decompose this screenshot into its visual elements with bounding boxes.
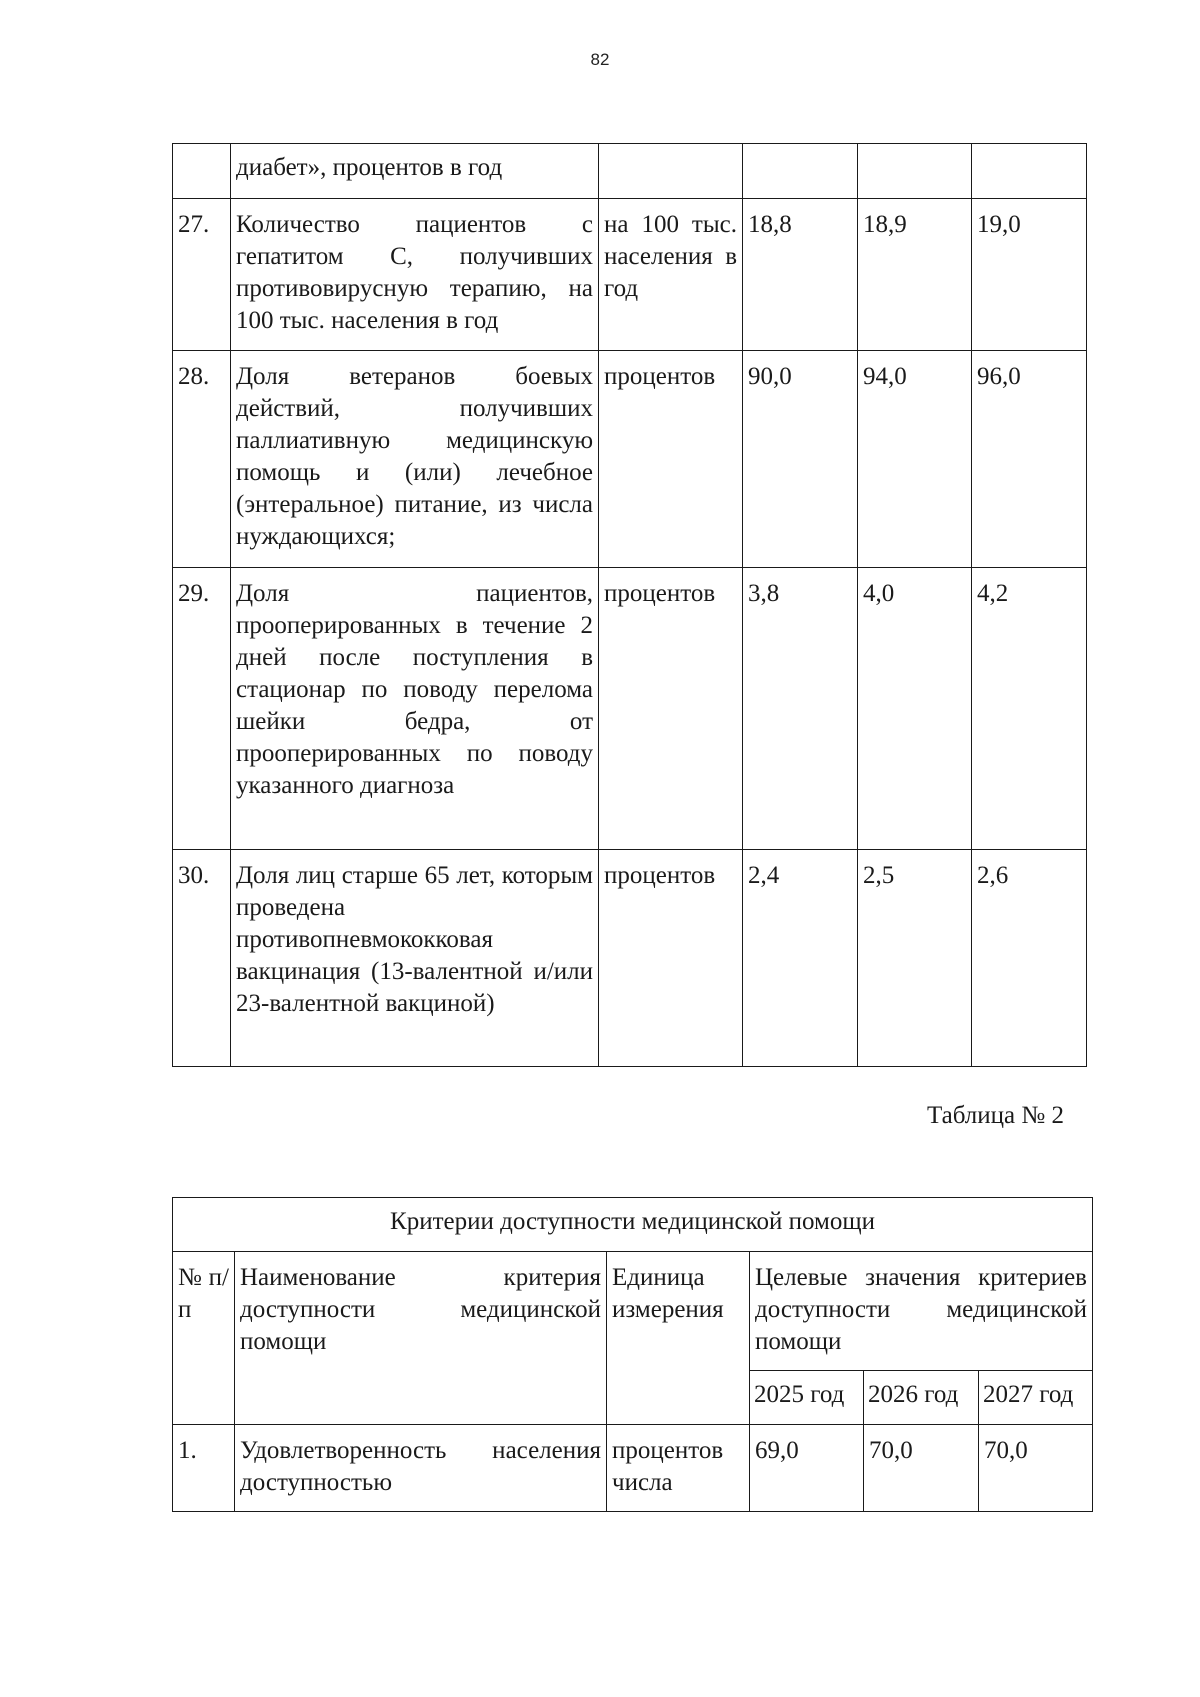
row-number [173,144,231,199]
table-row [173,1425,1093,1512]
value-2025: 18,8 [743,199,858,351]
table-title: Критерии доступности медицинской помощи [173,1198,1093,1252]
value-2026: 4,0 [858,568,972,850]
unit-cell: на 100 тыс. населения в год [599,199,743,351]
accessibility-criteria-table [172,1197,1093,1512]
value-2026: 94,0 [858,351,972,568]
table-row [173,568,1087,850]
value-2025: 3,8 [743,568,858,850]
table-row [173,199,1087,351]
unit-cell: процентов числа [607,1425,750,1512]
table-row [173,850,1087,1067]
criterion-name: Удовлетворенность населения доступностью [235,1425,607,1512]
criterion-name: Доля пациентов, прооперированных в течение 2 дней после поступления в стационар по поводу перелома шейки бедра, от прооперированных по поводу указанного диагноза [231,568,599,850]
value-2026 [858,144,972,199]
value-2027: 4,2 [972,568,1087,850]
value-2026: 70,0 [864,1425,979,1512]
header-row-number: № п/п [173,1252,235,1425]
value-2027 [972,144,1087,199]
header-year-2025: 2025 год [750,1371,864,1425]
criterion-name: Доля ветеранов боевых действий, получивших паллиативную медицинскую помощь и (или) лечебное (энтеральное) питание, из числа нуждающихся; [231,351,599,568]
row-number: 27. [173,199,231,351]
header-criterion-name: Наименование критерия доступности медицинской помощи [235,1252,607,1425]
value-2027: 96,0 [972,351,1087,568]
header-target-values: Целевые значения критериев доступности медицинской помощи [750,1252,1093,1371]
row-number: 1. [173,1425,235,1512]
value-2025: 2,4 [743,850,858,1067]
row-number: 28. [173,351,231,568]
header-year-2026: 2026 год [864,1371,979,1425]
criterion-name: Доля лиц старше 65 лет, которым проведена противопневмококковая вакцинация (13-валентной и/или 23-валентной вакциной) [231,850,599,1067]
table-label: Таблица № 2 [926,1102,1064,1129]
page-number: 82 [590,50,610,69]
criteria-table-continued [172,143,1087,1067]
value-2026: 2,5 [858,850,972,1067]
row-number: 30. [173,850,231,1067]
value-2025: 90,0 [743,351,858,568]
criterion-name: Количество пациентов с гепатитом С, получивших противовирусную терапию, на 100 тыс. населения в год [231,199,599,351]
unit-cell [599,144,743,199]
value-2027: 2,6 [972,850,1087,1067]
header-unit: Единица измерения [607,1252,750,1425]
header-year-2027: 2027 год [979,1371,1093,1425]
unit-cell: процентов [599,568,743,850]
criterion-name: диабет», процентов в год [231,144,599,199]
value-2027: 70,0 [979,1425,1093,1512]
table-row [173,144,1087,199]
value-2026: 18,9 [858,199,972,351]
unit-cell: процентов [599,850,743,1067]
value-2025: 69,0 [750,1425,864,1512]
row-number: 29. [173,568,231,850]
unit-cell: процентов [599,351,743,568]
value-2027: 19,0 [972,199,1087,351]
table-row [173,351,1087,568]
value-2025 [743,144,858,199]
